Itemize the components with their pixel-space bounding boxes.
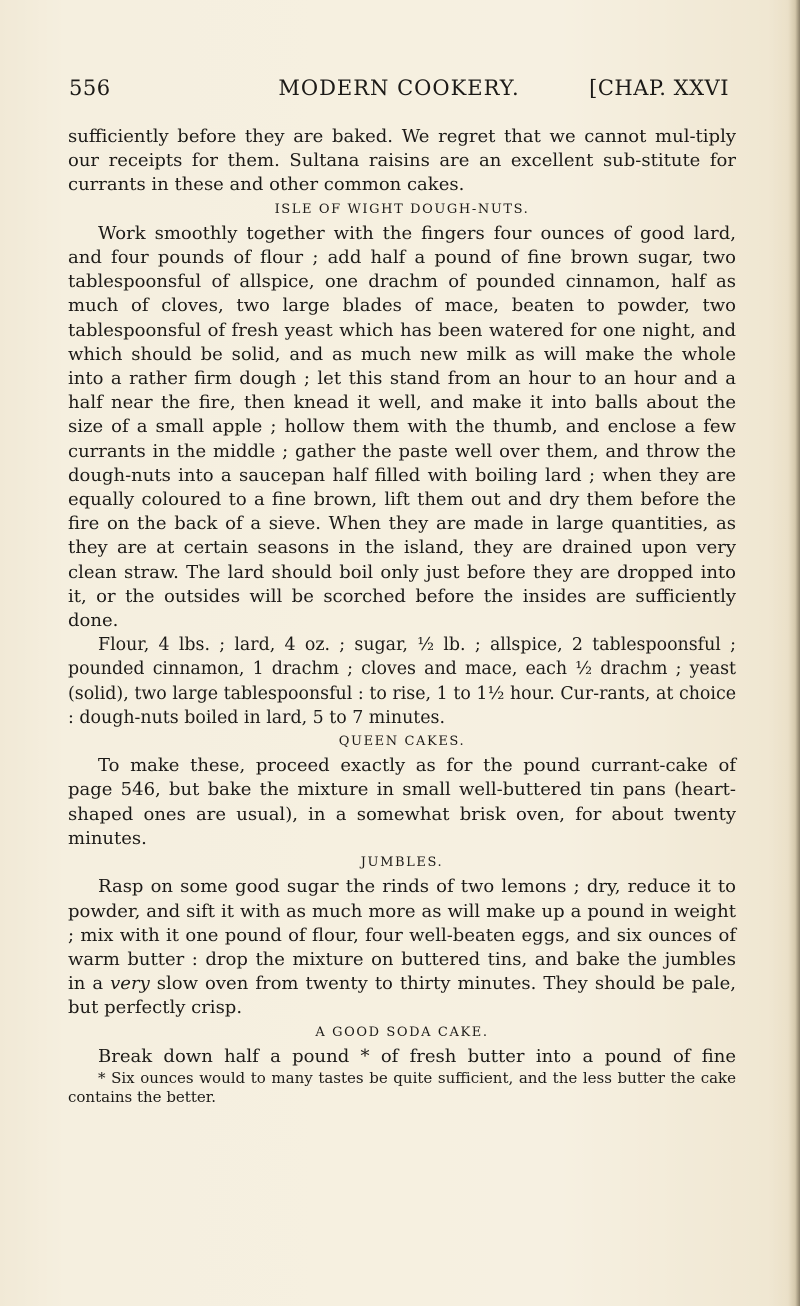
soda-cake-body: Break down half a pound * of fresh butter into a pound of fine bbox=[98, 1045, 736, 1067]
queen-cakes-body: To make these, proceed exactly as for the pound currant-cake of page 546, but bake the mixture in small well-buttered tin pans (heart-shaped ones are usual), in a somewhat brisk oven, for about twenty minutes. bbox=[68, 755, 736, 849]
jumbles-body bbox=[68, 875, 736, 1020]
section-heading-queen-cakes: QUEEN CAKES. bbox=[338, 734, 466, 750]
page-edge-shadow bbox=[788, 0, 800, 1306]
section-heading-soda-cake: A GOOD SODA CAKE. bbox=[315, 1024, 489, 1040]
section-heading-jumbles: JUMBLES. bbox=[360, 855, 444, 871]
dough-nuts-summary: Flour, 4 lbs. ; lard, 4 oz. ; sugar, ½ lb. ; allspice, 2 tablespoonsful ; pounded cinnamon, 1 drachm ; cloves and mace, each ½ drachm ; yeast (solid), two large tablespoonsful : to rise, 1 to 1½ hour. Cur-rants, at choice : dough-nuts boiled in lard, 5 to 7 minutes. bbox=[68, 635, 736, 728]
dough-nuts-body: Work smoothly together with the fingers four ounces of good lard, and four pounds of flour ; add half a pound of fine brown sugar, two tablespoonsful of allspice, one drachm of pounded cinnamon, half as much of cloves, two large blades of mace, beaten to powder, two tablespoonsful of fresh yeast which has been watered for one night, and which should be solid, and as much new milk as will make the whole into a rather firm dough ; let this stand from an hour to an hour and a half near the fire, then knead it well, and make it into balls about the size of a small apple ; hollow them with the thumb, and enclose a few currants in the middle ; gather the paste well over them, and throw the dough-nuts into a saucepan half filled with boiling lard ; when they are equally coloured to a fine brown, lift them out and dry them before the fire on the back of a sieve. When they are made in large quantities, as they are at certain seasons in the island, they are drained upon very clean straw. The lard should boil only just before they are dropped into it, or the outsides will be scorched before the insides are sufficiently done. bbox=[68, 222, 736, 632]
section-heading-dough-nuts: ISLE OF WIGHT DOUGH-NUTS. bbox=[274, 201, 530, 217]
chapter-marker: [CHAP. XXVI bbox=[589, 76, 729, 100]
page-number: 556 bbox=[69, 76, 111, 100]
running-head bbox=[69, 76, 729, 106]
text-block bbox=[68, 125, 736, 1107]
jumbles-body-start: Rasp on some good sugar the rinds of two lemons ; dry, reduce it to powder, and sift it with as much more as will make up a pound in weight ; mix with it one pound of flour, four well-beaten eggs, and six ounces of warm butter : drop the mixture on buttered tins, and bake the jumbles in a bbox=[68, 876, 736, 995]
footnote: * Six ounces would to many tastes be quite sufficient, and the less butter the cake contains the better. bbox=[68, 1068, 736, 1106]
jumbles-body-end: slow oven from twenty to thirty minutes. They should be pale, but perfectly crisp. bbox=[68, 973, 737, 1019]
jumbles-emphasis: very bbox=[110, 973, 150, 995]
intro-paragraph: sufficiently before they are baked. We regret that we cannot mul-tiply our receipts for them. Sultana raisins are an excellent sub-stitute for currants in these and other common cakes. bbox=[68, 126, 736, 196]
running-title: MODERN COOKERY. bbox=[278, 76, 520, 100]
